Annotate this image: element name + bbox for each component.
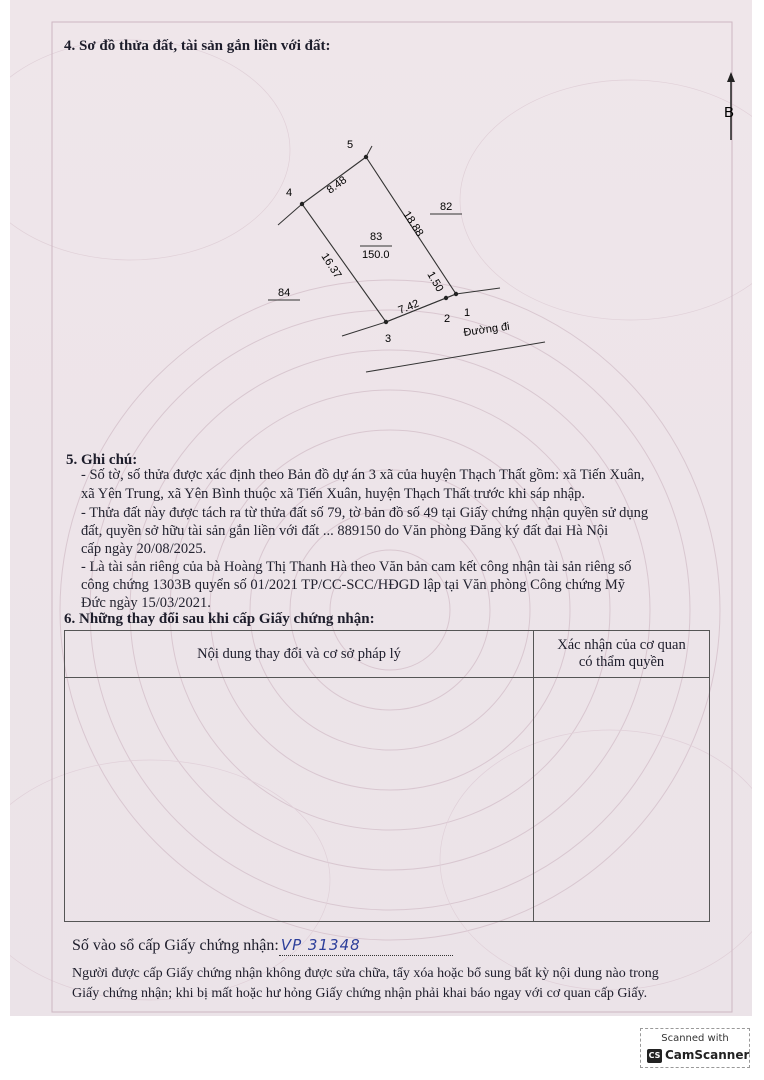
boundary-extension [342,322,386,336]
note-line: xã Yên Trung, xã Yên Bình thuộc xã Tiến Xuân, huyện Thạch Thất trước khi sáp nhập. [81,486,586,502]
edge-length: 18.88 [400,209,426,239]
road-edge [366,342,545,372]
changes-column-header [65,631,534,678]
scanner-logo-icon: CS [647,1049,662,1063]
edge-length: 1.50 [424,269,446,295]
scanner-caption: Scanned with [661,1033,729,1044]
scanner-brand: CamScanner [665,1048,750,1062]
parcel-area: 150.0 [362,249,390,261]
section-6-title: 6. Những thay đổi sau khi cấp Giấy chứng nhận: [64,611,375,627]
edge-length: 8.48 [324,174,350,197]
note-line: công chứng 1303B quyển số 01/2021 TP/CC-SCC/HĐGD lập tại Văn phòng Công chứng Mỹ [81,577,626,593]
vertex-marker [384,320,388,324]
vertex-label: 3 [385,333,392,345]
register-line [72,936,453,956]
note-line: - Là tài sản riêng của bà Hoàng Thị Thanh Hà theo Văn bản cam kết công nhận tài sản riêng số [81,559,632,575]
parcel-number: 83 [370,231,383,243]
vertex-label: 4 [286,187,293,199]
footer-warning: Người được cấp Giấy chứng nhận không được sửa chữa, tẩy xóa hoặc bổ sung bất kỳ nội dung nào trong [72,966,659,981]
vertex-marker [454,292,458,296]
road-label: Đường đi [462,320,511,339]
vertex-marker [444,296,448,300]
vertex-label: 2 [444,313,451,325]
approval-cell [534,678,710,922]
boundary-extension [278,204,302,225]
north-arrow-head [727,72,735,82]
changes-column-header-text: Nội dung thay đổi và cơ sở pháp lý [197,645,401,662]
note-line: cấp ngày 20/08/2025. [81,541,207,557]
vertex-label: 5 [347,139,354,151]
approval-header-line: có thẩm quyền [578,654,665,670]
register-field [279,936,453,956]
scanner-watermark [640,1028,750,1068]
approval-column-header [534,631,710,678]
vertex-label: 1 [464,307,471,319]
edge-length: 16.37 [318,251,344,281]
neighbor-parcel: 84 [278,287,291,299]
changes-cell [65,678,534,922]
parcel-map [0,60,764,390]
north-label: B [724,104,735,121]
note-line: Đức ngày 15/03/2021. [81,595,211,611]
neighbor-parcel: 82 [440,201,453,213]
note-line: - Số tờ, số thửa được xác định theo Bản đồ dự án 3 xã của huyện Thạch Thất gồm: xã Tiến Xuân, [81,467,645,483]
footer-warning: Giấy chứng nhận; khi bị mất hoặc hư hỏng Giấy chứng nhận phải khai báo ngay với cơ quan cấp Giấy. [72,986,648,1001]
section-5-title: 5. Ghi chú: [66,452,138,468]
vertex-marker [364,155,368,159]
register-label: Số vào sổ cấp Giấy chứng nhận: [72,937,279,954]
register-number: VP 31348 [280,936,361,954]
vertex-marker [300,202,304,206]
boundary-extension [456,288,500,294]
edge-length: 7.42 [396,297,421,317]
note-line: đất, quyền sở hữu tài sản gắn liền với đất ... 889150 do Văn phòng Đăng ký đất đai Hà Nội [81,523,609,539]
approval-header-line: Xác nhận của cơ quan [557,637,686,653]
section-4-title: 4. Sơ đồ thửa đất, tài sản gắn liền với đất: [64,38,331,54]
changes-table [64,630,710,922]
note-line: - Thửa đất này được tách ra từ thửa đất số 79, tờ bản đồ số 49 tại Giấy chứng nhận quyền sử dụng [81,505,649,521]
